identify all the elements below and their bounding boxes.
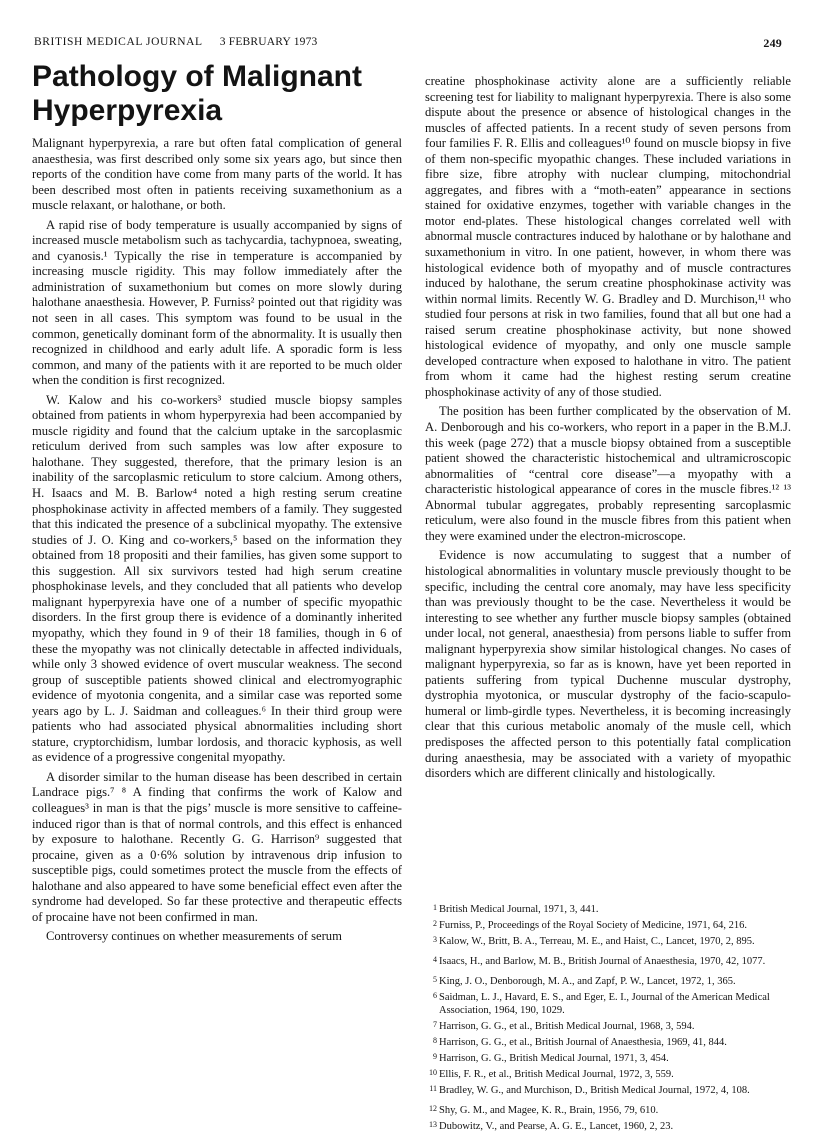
left-column xyxy=(32,136,402,945)
body-paragraph: A rapid rise of body temperature is usually accompanied by signs of increased muscle metabolism such as tachycardia, tachypnoea, sweating, and cyanosis.¹ Typically the rise in temperature is accompanied by increasing muscle rigidity. This may follow immediately after the administration of suxamethonium but comes on more slowly during halothane anaesthesia. However, P. Furniss² pointed out that rigidity was not seen in all cases. This symptom was found to be usual in the common, genetically dominant form of the abnormality. It is usually then recognized in childhood and early adult life. A sporadic form is less common, and many of the patients with it are reported to be much older when the condition is first recognized. xyxy=(32,217,402,388)
issue-date: 3 FEBRUARY 1973 xyxy=(219,36,318,48)
reference-item xyxy=(425,933,791,948)
reference-item xyxy=(425,989,791,1017)
reference-text: Furniss, P., Proceedings of the Royal Society of Medicine, 1971, 64, 216. xyxy=(439,920,747,931)
reference-number: 8 xyxy=(433,1036,437,1045)
reference-text: Saidman, L. J., Havard, E. S., and Eger, E. I., Journal of the American Medical Association, 1964, 190, 1029. xyxy=(439,992,770,1016)
reference-text: Harrison, G. G., et al., British Medical Journal, 1968, 3, 594. xyxy=(439,1021,695,1032)
reference-text: Shy, G. M., and Magee, K. R., Brain, 1956, 79, 610. xyxy=(439,1105,659,1116)
reference-text: Dubowitz, V., and Pearse, A. G. E., Lancet, 1960, 2, 23. xyxy=(439,1121,674,1132)
body-paragraph: The position has been further complicated by the observation of M. A. Denborough and his co-workers, who report in a paper in the B.M.J. this week (page 272) that a muscle biopsy obtained from a susceptible patient showed the characteristic histochemical and ultramicroscopic abnormalities of “central core disease”—a myopathy with a characteristic histological appearance of cores in the muscle fibres.¹² ¹³ Abnormal tubular aggregates, probably representing sarcoplasmic reticulum, were also found in the muscle fibres from this patient when they were examined under the electron-microscope. xyxy=(425,404,791,543)
reference-text: Kalow, W., Britt, B. A., Terreau, M. E., and Haist, C., Lancet, 1970, 2, 895. xyxy=(439,936,755,947)
body-paragraph: A disorder similar to the human disease has been described in certain Landrace pigs.⁷ ⁸ A finding that confirms the work of Kalow and colleagues³ in man is that the pigs’ muscle is more sensitive to caffeine-induced rigor than is that of normal controls, and this effect is enhanced by exposure to halothane. Recently G. G. Harrison⁹ suggested that procaine, given as a 0·6% solution by intravenous drip infusion to susceptible pigs, could sometimes protect the muscle from the effects of halothane and also appeared to have some beneficial effect even after the syndrome had developed. So far these protective and therapeutic effects of procaine have not been confirmed in man. xyxy=(32,769,402,924)
reference-list xyxy=(425,901,791,1133)
page-number: 249 xyxy=(763,36,782,50)
reference-item xyxy=(425,1018,791,1033)
reference-text: King, J. O., Denborough, M. A., and Zapf, P. W., Lancet, 1972, 1, 365. xyxy=(439,976,736,987)
reference-item xyxy=(425,917,791,932)
reference-text: Bradley, W. G., and Murchison, D., British Medical Journal, 1972, 4, 108. xyxy=(439,1085,750,1096)
reference-item xyxy=(425,901,791,916)
body-paragraph: creatine phosphokinase activity alone are a sufficiently reliable screening test for liability to malignant hyperpyrexia. There is also some dispute about the presence or absence of histological changes in the muscles of affected patients. In a recent study of seven persons from four families F. R. Ellis and colleagues¹⁰ found on muscle biopsy in five of them non-specific myopathic changes. These included variations in fibre size, fibre atrophy with nuclear clumping, mitochondrial aggregates, and fibres with a “moth-eaten” appearance in sections stained for oxidative enzymes, together with variable changes in the motor end-plates. These histological changes correlated well with abnormal muscle contractures induced by halothane or by halothane and suxamethonium in vitro. In one patient, however, in whom there was histological evidence both of myopathy and of muscle contractures induced by halothane, the serum creatine phosphokinase activity was within normal limits. Recently W. G. Bradley and D. Murchison,¹¹ who studied four persons at risk in two families, found that all but one had a raised serum creatine phosphokinase activity, but none showed histological evidence of myopathy, and only one muscle sample developed contracture when exposed to halothane in vitro. The patient from whom it came had the highest resting serum creatine phosphokinase activity of any of those studied. xyxy=(425,74,791,399)
body-paragraph: Malignant hyperpyrexia, a rare but often fatal complication of general anaesthesia, was first described only some six years ago, but since then reports of the condition have come from many parts of the world. It has been described most often in patients receiving suxamethonium as a muscle relaxant, or halothane, or both. xyxy=(32,136,402,213)
reference-item xyxy=(425,1066,791,1081)
reference-number: 6 xyxy=(433,991,437,1000)
body-paragraph: Controversy continues on whether measurements of serum xyxy=(46,929,342,944)
reference-text: Ellis, F. R., et al., British Medical Journal, 1972, 3, 559. xyxy=(439,1069,674,1080)
reference-number: 5 xyxy=(433,975,437,984)
reference-item xyxy=(425,1034,791,1049)
reference-item xyxy=(425,973,791,988)
reference-number: 9 xyxy=(433,1052,437,1061)
reference-text: Harrison, G. G., British Medical Journal, 1971, 3, 454. xyxy=(439,1053,669,1064)
reference-text: British Medical Journal, 1971, 3, 441. xyxy=(439,904,599,915)
reference-item xyxy=(425,1050,791,1065)
reference-item xyxy=(425,1102,791,1117)
reference-number: 1 xyxy=(433,903,437,912)
running-head-left xyxy=(34,36,318,48)
journal-name: BRITISH MEDICAL JOURNAL xyxy=(34,36,203,48)
reference-number: 13 xyxy=(429,1120,437,1129)
reference-number: 4 xyxy=(433,955,437,964)
reference-item xyxy=(425,1082,791,1097)
reference-item xyxy=(425,953,791,968)
reference-text: Harrison, G. G., et al., British Journal of Anaesthesia, 1969, 41, 844. xyxy=(439,1037,727,1048)
reference-number: 12 xyxy=(429,1104,437,1113)
reference-item xyxy=(425,1118,791,1133)
reference-number: 2 xyxy=(433,919,437,928)
reference-number: 7 xyxy=(433,1020,437,1029)
body-paragraph: Evidence is now accumulating to suggest that a number of histological abnormalities in voluntary muscle previously thought to be specific, including the central core anomaly, may have less specificity than was previously thought to be the case. Nevertheless it would be interesting to see whether any further muscle biopsy samples (obtained under local, not general, anaesthesia) from persons liable to suffer from malignant hyperpyrexia show similar histological changes. No cases of malignant hyperpyrexia, so far as is known, have yet been reported in patients suffering from typical Duchenne muscular dystrophy, dystrophia myotonica, or muscular dystrophy of the facio-scapulo-humeral or limb-girdle types. Nevertheless, it is becoming increasingly clear that this curious metabolic anomaly of the musle cell, which predisposes the affected person to this potentially fatal complication during anaesthesia, may be associated with a variety of myopathic disorders which are different clinically and histologically. xyxy=(425,548,791,781)
reference-number: 3 xyxy=(433,935,437,944)
right-column xyxy=(425,74,791,782)
body-paragraph: W. Kalow and his co-workers³ studied muscle biopsy samples obtained from patients in whom hyperpyrexia had been accompanied by muscle rigidity and found that the calcium uptake in the sarcoplasmic reticulum derived from such samples was low after exposure to halothane. They suggested, therefore, that the primary lesion is an inability of the sarcoplasmic reticulum to store calcium. Among others, H. Isaacs and M. B. Barlow⁴ noted a high resting serum creatine phosphokinase activity in affected members of a family. They suggested that this indicated the presence of a subclinical myopathy. The extensive studies of J. O. King and co-workers,⁵ based on the information they obtained from 18 propositi and their families, has given some support to this suggestion. All six survivors tested had high serum creatine phosphokinase levels, and they concluded that all patients who develop malignant hyperpyrexia have one of a number of specific myopathic disorders. In the first group there is evidence of a dominantly inherited myopathy, which they found in 9 of their 18 families, though in 6 of these the myopathy was not clinically detectable in affected individuals, while only 3 showed evidence of overt muscular weakness. The second group of susceptible patients showed clinical and electromyographic evidence of myotonia congenita, and a similar case was reported some years ago by L. J. Saidman and colleagues.⁶ In their third group were patients who had associated physical abnormalities including short stature, cryptorchidism, lumbar lordosis, and thoracic kyphosis, as well as evidence of a progressive congenital myopathy. xyxy=(32,392,402,765)
reference-text: Isaacs, H., and Barlow, M. B., British Journal of Anaesthesia, 1970, 42, 1077. xyxy=(439,956,766,967)
article-title: Pathology of Malignant Hyperpyrexia xyxy=(32,60,362,127)
reference-number: 10 xyxy=(429,1068,437,1077)
reference-number: 11 xyxy=(429,1084,437,1093)
running-head xyxy=(34,36,782,54)
